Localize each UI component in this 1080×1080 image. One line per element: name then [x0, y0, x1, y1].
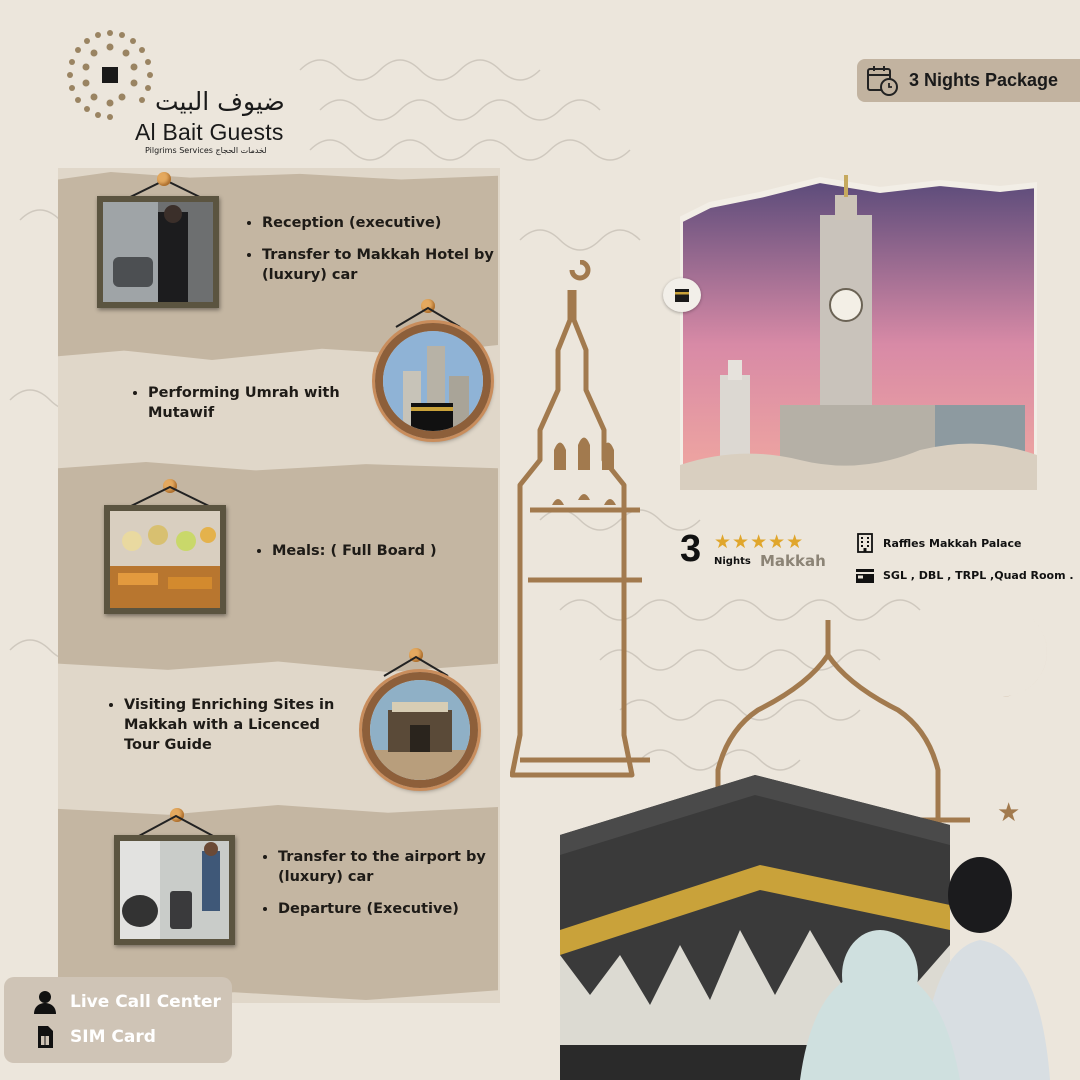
- calendar-clock-icon: [866, 64, 900, 98]
- hotel-name-row: [855, 533, 1021, 553]
- service-call-center: [32, 989, 221, 1015]
- room-types-row: [855, 565, 1074, 585]
- brand-logo: [60, 25, 290, 165]
- itinerary-item: • Departure (Executive): [278, 899, 508, 919]
- service-label: SIM Card: [70, 1027, 156, 1047]
- city-name: Makkah: [760, 552, 826, 570]
- package-label: 3 Nights Package: [909, 70, 1059, 90]
- sim-card-icon: [32, 1024, 58, 1050]
- itinerary-list-4: [104, 695, 354, 767]
- itinerary-list-5: [258, 847, 508, 931]
- hotel-name: Raffles Makkah Palace: [883, 536, 1022, 550]
- itinerary-item: • Meals: ( Full Board ): [272, 541, 502, 561]
- minaret-illustration: [510, 260, 660, 840]
- service-sim-card: [32, 1024, 156, 1050]
- service-label: Live Call Center: [70, 992, 221, 1012]
- itinerary-item: • Performing Umrah with Mutawif: [148, 383, 388, 423]
- nights-count: 3: [680, 528, 702, 570]
- brand-name: Al Bait Guests: [135, 119, 284, 145]
- brand-arabic-name: ضيوف البيت: [155, 87, 285, 116]
- package-badge: [857, 59, 1080, 102]
- crescent-moon-icon: [970, 612, 1055, 702]
- photo-umrah: [375, 323, 491, 439]
- bed-icon: [855, 565, 875, 585]
- makkah-clock-tower-photo: [680, 175, 1037, 490]
- photo-sites: [362, 672, 478, 788]
- itinerary-list-1: [242, 213, 502, 297]
- kaaba-icon: [663, 278, 701, 312]
- building-icon: [855, 533, 875, 553]
- logo-emblem-icon: [60, 25, 160, 125]
- itinerary-item: • Transfer to Makkah Hotel by (luxury) car: [262, 245, 502, 285]
- star-icon: ★: [997, 798, 1021, 828]
- services-panel: [4, 977, 232, 1063]
- star-rating: ★★★★★: [714, 531, 805, 553]
- room-types: SGL , DBL , TRPL ,Quad Room .: [883, 568, 1074, 582]
- itinerary-item: • Transfer to the airport by (luxury) car: [278, 847, 508, 887]
- nights-label: Nights: [714, 556, 751, 567]
- brand-tagline: Pilgrims Services لخدمات الحجاج: [145, 146, 267, 155]
- photo-meals: [104, 505, 226, 614]
- photo-departure: [114, 835, 235, 945]
- itinerary-item: • Visiting Enriching Sites in Makkah with a Licenced Tour Guide: [124, 695, 354, 755]
- frame-pin: [157, 172, 171, 186]
- photo-reception: [97, 196, 219, 308]
- itinerary-list-2: [128, 383, 388, 435]
- itinerary-list-3: [252, 541, 502, 573]
- user-icon: [32, 989, 58, 1015]
- pilgrims-illustration: [790, 855, 1080, 1080]
- itinerary-item: • Reception (executive): [262, 213, 502, 233]
